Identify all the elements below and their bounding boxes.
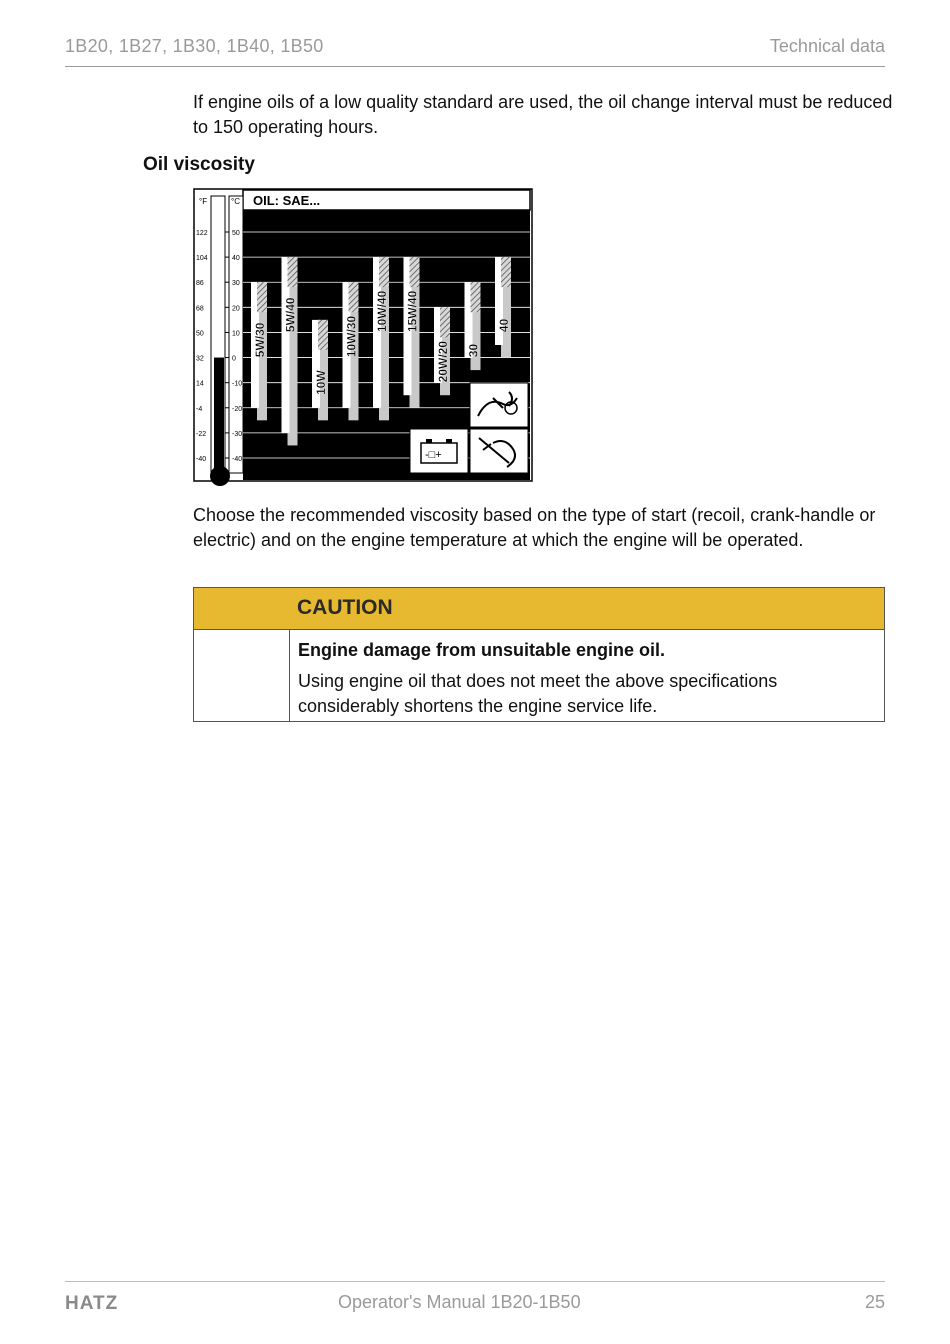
tick-label-f: -4	[196, 405, 203, 413]
tick-label-f: 104	[196, 255, 208, 263]
tick-label-c: -10	[232, 380, 243, 388]
page-number: 25	[864, 1292, 885, 1312]
tick-label-c: -40	[232, 456, 243, 463]
tick-label-f: -40	[196, 456, 207, 463]
bar-label: 30	[466, 343, 481, 358]
unit-f: °F	[199, 197, 208, 206]
section-title: Oil viscosity	[143, 154, 255, 175]
thermometer-bulb	[210, 466, 230, 486]
battery-icon	[410, 429, 468, 473]
unit-c: °C	[231, 197, 240, 206]
bar-hatch	[379, 257, 389, 287]
tick-label-c: 30	[232, 280, 240, 288]
intro-paragraph: If engine oils of a low quality standard are used, the oil change interval must be reduced to 150 operating hours.	[193, 92, 893, 137]
header-section: Technical data	[769, 36, 885, 56]
crank-start-icon	[470, 383, 528, 427]
tick-label-f: 68	[196, 305, 204, 313]
caution-header	[194, 588, 884, 630]
caution-label: CAUTION	[297, 596, 393, 619]
tick-label-f: 86	[196, 280, 204, 288]
bar-label: 5W/30	[253, 322, 267, 358]
tick-label-f: 50	[196, 330, 204, 338]
page-footer	[65, 1281, 885, 1322]
bar-label: 10W/30	[344, 315, 359, 358]
bar-hatch	[410, 257, 420, 287]
tick-label-f: 32	[196, 355, 204, 363]
bar-hatch	[257, 282, 267, 312]
tick-label-c: -30	[232, 430, 243, 438]
bar-hatch	[471, 282, 481, 312]
bar-hatch	[288, 257, 298, 287]
description-paragraph: Choose the recommended viscosity based on the type of start (recoil, crank-handle or electric) and on the engine temperature at which the engine will be operated.	[193, 505, 876, 550]
bar-hatch	[440, 307, 450, 337]
svg-text:-□+: -□+	[425, 449, 442, 461]
bar-label: 10W	[314, 370, 328, 395]
oil-viscosity-chart	[193, 188, 533, 488]
tick-label-f: -22	[196, 430, 207, 438]
page-header	[65, 36, 885, 67]
caution-box	[193, 587, 885, 722]
tick-label-c: 40	[232, 255, 240, 263]
chart-svg	[193, 188, 533, 488]
manual-title: Operator's Manual 1B20-1B50	[338, 1292, 581, 1312]
bar-hatch	[501, 257, 511, 287]
brand-logo: HATZ	[65, 1293, 119, 1314]
caution-heading: Engine damage from unsuitable engine oil.	[298, 640, 666, 660]
bar-label: 10W/40	[375, 290, 389, 333]
bar-label: 5W/40	[283, 297, 298, 333]
bar-label: 40	[497, 318, 511, 333]
header-models: 1B20, 1B27, 1B30, 1B40, 1B50	[65, 36, 324, 56]
tick-label-f: 122	[196, 230, 208, 237]
bar-label: 20W/20	[436, 340, 450, 383]
chart-title: OIL: SAE...	[253, 193, 321, 208]
tick-label-c: 50	[232, 230, 240, 237]
bar-label: 15W/40	[405, 290, 420, 333]
tick-label-c: 20	[232, 305, 240, 313]
tick-label-c: 0	[232, 355, 236, 363]
bar-hatch	[349, 282, 359, 312]
tick-label-f: 14	[196, 380, 204, 388]
bar-hatch	[318, 320, 328, 350]
caution-divider	[289, 629, 290, 721]
tick-label-c: 10	[232, 330, 240, 338]
thermometer-fill	[214, 358, 224, 473]
tick-label-c: -20	[232, 405, 243, 413]
recoil-start-icon	[470, 429, 528, 473]
caution-body: Using engine oil that does not meet the above specifications considerably shortens the engine service life.	[298, 671, 778, 716]
